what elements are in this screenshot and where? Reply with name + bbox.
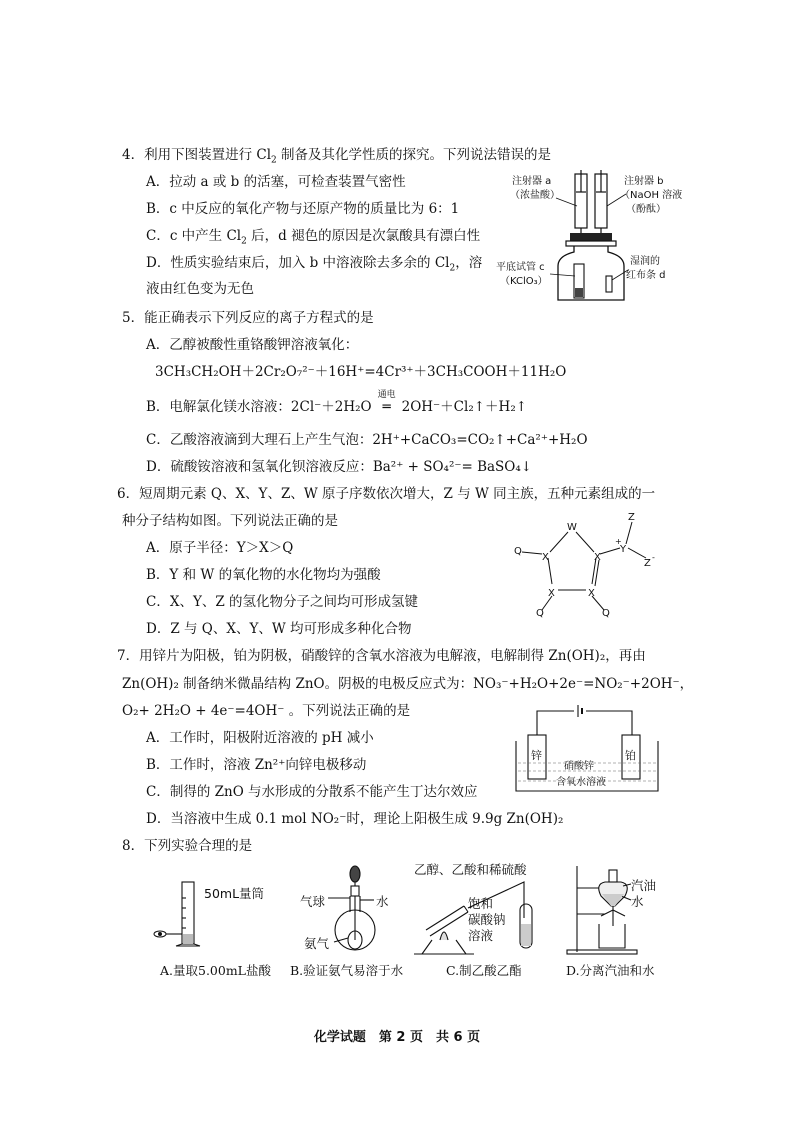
bottle [558,246,624,300]
atom-q: Q [514,546,522,557]
water-label: 水 [631,894,644,909]
atom-x: X [542,552,549,563]
atom-w: W [567,522,577,533]
q7-option-c: C．制得的 ZnO 与水形成的分散系不能产生丁达尔效应 [146,784,478,800]
q8-stem: 8．下列实验合理的是 [122,838,253,854]
atom-q: Q [602,608,610,619]
q8-caption-b: B.验证氨气易溶于水 [290,963,404,978]
atom-z: Z [644,558,651,569]
atom-x: X [588,588,595,599]
tube-c-label: 平底试管 c [496,262,545,273]
q8-figure-b [298,862,408,957]
q8-figure-d [565,862,675,957]
q5-stem: 5．能正确表示下列反应的离子方程式的是 [122,310,374,326]
q7-stem-line1: 7．用锌片为阳极，铂为阴极，硝酸锌的含氧水溶液为电解液，电解制得 Zn(OH)₂，再由 [117,648,646,664]
syringe-b-label: 注射器 b [624,176,664,187]
syringe-b [595,170,607,234]
q5-option-d: D．硫酸铵溶液和氢氧化钡溶液反应：Ba²⁺ + SO₄²⁻= BaSO₄↓ [146,459,533,475]
eye-icon [154,931,166,937]
q4-option-b: B．c 中反应的氧化产物与还原产物的质量比为 6：1 [146,201,460,217]
atom-y: Y [620,544,627,555]
q4-apparatus-figure [492,170,683,305]
balloon-label: 气球 [300,894,326,909]
svg-text:（浓盐酸）: （浓盐酸） [510,190,560,201]
q4-option-c: C．c 中产生 $Cl_2$ 后，d 褪色的原因是次氯酸具有漂白性 [146,228,481,247]
atom-x: X [548,588,555,599]
stopper [570,233,612,241]
q6-option-b: B．Y 和 W 的氧化物的水化物均为强酸 [146,567,381,583]
q8-caption-c: C.制乙酸乙酯 [446,963,522,978]
q7-stem-line3: O₂+ 2H₂O + 4e⁻=4OH⁻ 。下列说法正确的是 [122,703,411,719]
q6-option-c: C．X、Y、Z 的氢化物分子之间均可形成氢键 [146,594,419,610]
q6-molecule-structure [508,508,678,618]
svg-text:-: - [652,553,655,562]
q5-option-a: A．乙醇被酸性重铬酸钾溶液氧化： [146,337,359,353]
q6-option-a: A．原子半径：Y＞X＞Q [146,540,294,556]
zinc-electrode-label: 锌 [531,749,542,762]
page-footer: 化学试题 第 2 页 共 6 页 [313,1030,481,1045]
ammonia-label: 氨气 [304,936,330,951]
syringe-a-label: 注射器 a [512,176,552,187]
svg-text:红布条 d: 红布条 d [626,270,666,281]
q5-option-c: C．乙酸溶液滴到大理石上产生气泡：2H⁺+CaCO₃=CO₂↑+Ca²⁺+H₂O [146,432,588,448]
q8-caption-d: D.分离汽油和水 [566,963,655,978]
q6-stem-line2: 种分子结构如图。下列说法正确的是 [122,513,338,529]
q7-option-a: A．工作时，阳极附近溶液的 pH 减小 [146,730,374,746]
atom-z: Z [628,512,635,523]
water-label: 水 [376,894,389,909]
solution-label: 硝酸锌 [564,761,594,772]
red-cloth-d [606,276,612,292]
atom-q: Q [536,608,544,619]
cylinder-label: 50mL量筒 [204,886,265,901]
svg-text:含氧水溶液: 含氧水溶液 [556,777,606,788]
q8-figure-a [152,878,265,953]
gasoline-label: 汽油 [631,878,657,893]
q4-option-d-cont: 液由红色变为无色 [146,281,254,297]
svg-text:（KClO₃）: （KClO₃） [500,276,548,287]
svg-text:+: + [615,537,622,546]
q7-option-d: D．当溶液中生成 0.1 mol NO₂⁻时，理论上阳极生成 9.9g Zn(OH)₂ [146,811,564,827]
q6-option-d: D．Z 与 Q、X、Y、W 均可形成多种化合物 [146,621,412,637]
q5-option-b: B．电解氯化镁水溶液：2Cl⁻＋2H₂O 通电 ═ 2OH⁻＋Cl₂↑＋H₂↑ [146,398,527,416]
q4-option-a: A．拉动 a 或 b 的活塞，可检查装置气密性 [146,174,406,190]
electrolysis-condition: 通电 [377,390,396,400]
syringe-a [575,170,587,234]
q4-option-d: D．性质实验结束后，加入 b 中溶液除去多余的 $Cl_2$，溶 [146,255,483,274]
platinum-electrode-label: 铂 [625,749,636,762]
reagents-label: 乙醇、乙酸和稀硫酸 [414,862,527,877]
q7-stem-line2: Zn(OH)₂ 制备纳米微晶结构 ZnO。阴极的电极反应式为：NO₃⁻+H₂O+2e⁻=NO₂⁻+2OH⁻， [122,676,694,692]
q5-option-a-equation: 3CH₃CH₂OH＋2Cr₂O₇²⁻＋16H⁺=4Cr³⁺＋3CH₃COOH＋11H₂O [155,364,567,380]
q4-stem: 4．利用下图装置进行 $Cl_2$ 制备及其化学性质的探究。下列说法错误的是 [122,147,552,166]
q7-option-b: B．工作时，溶液 Zn²⁺向锌电极移动 [146,757,367,773]
q7-electrolysis-figure [512,705,662,795]
q8-caption-a: A.量取5.00mL盐酸 [160,963,271,978]
svg-text:（NaOH 溶液: （NaOH 溶液 [620,190,683,201]
atom-x: X [594,552,601,563]
saturated-label: 饱和 [468,896,494,911]
svg-text:（酚酞）: （酚酞） [626,204,666,215]
q6-stem-line1: 6．短周期元素 Q、X、Y、Z、W 原子序数依次增大，Z 与 W 同主族，五种元素组成的一 [117,486,656,502]
cloth-d-label: 湿润的 [630,256,660,267]
q8-figure-c: 乙醇、乙酸和稀硫酸 饱和 碳酸钠 溶液 [412,858,562,958]
